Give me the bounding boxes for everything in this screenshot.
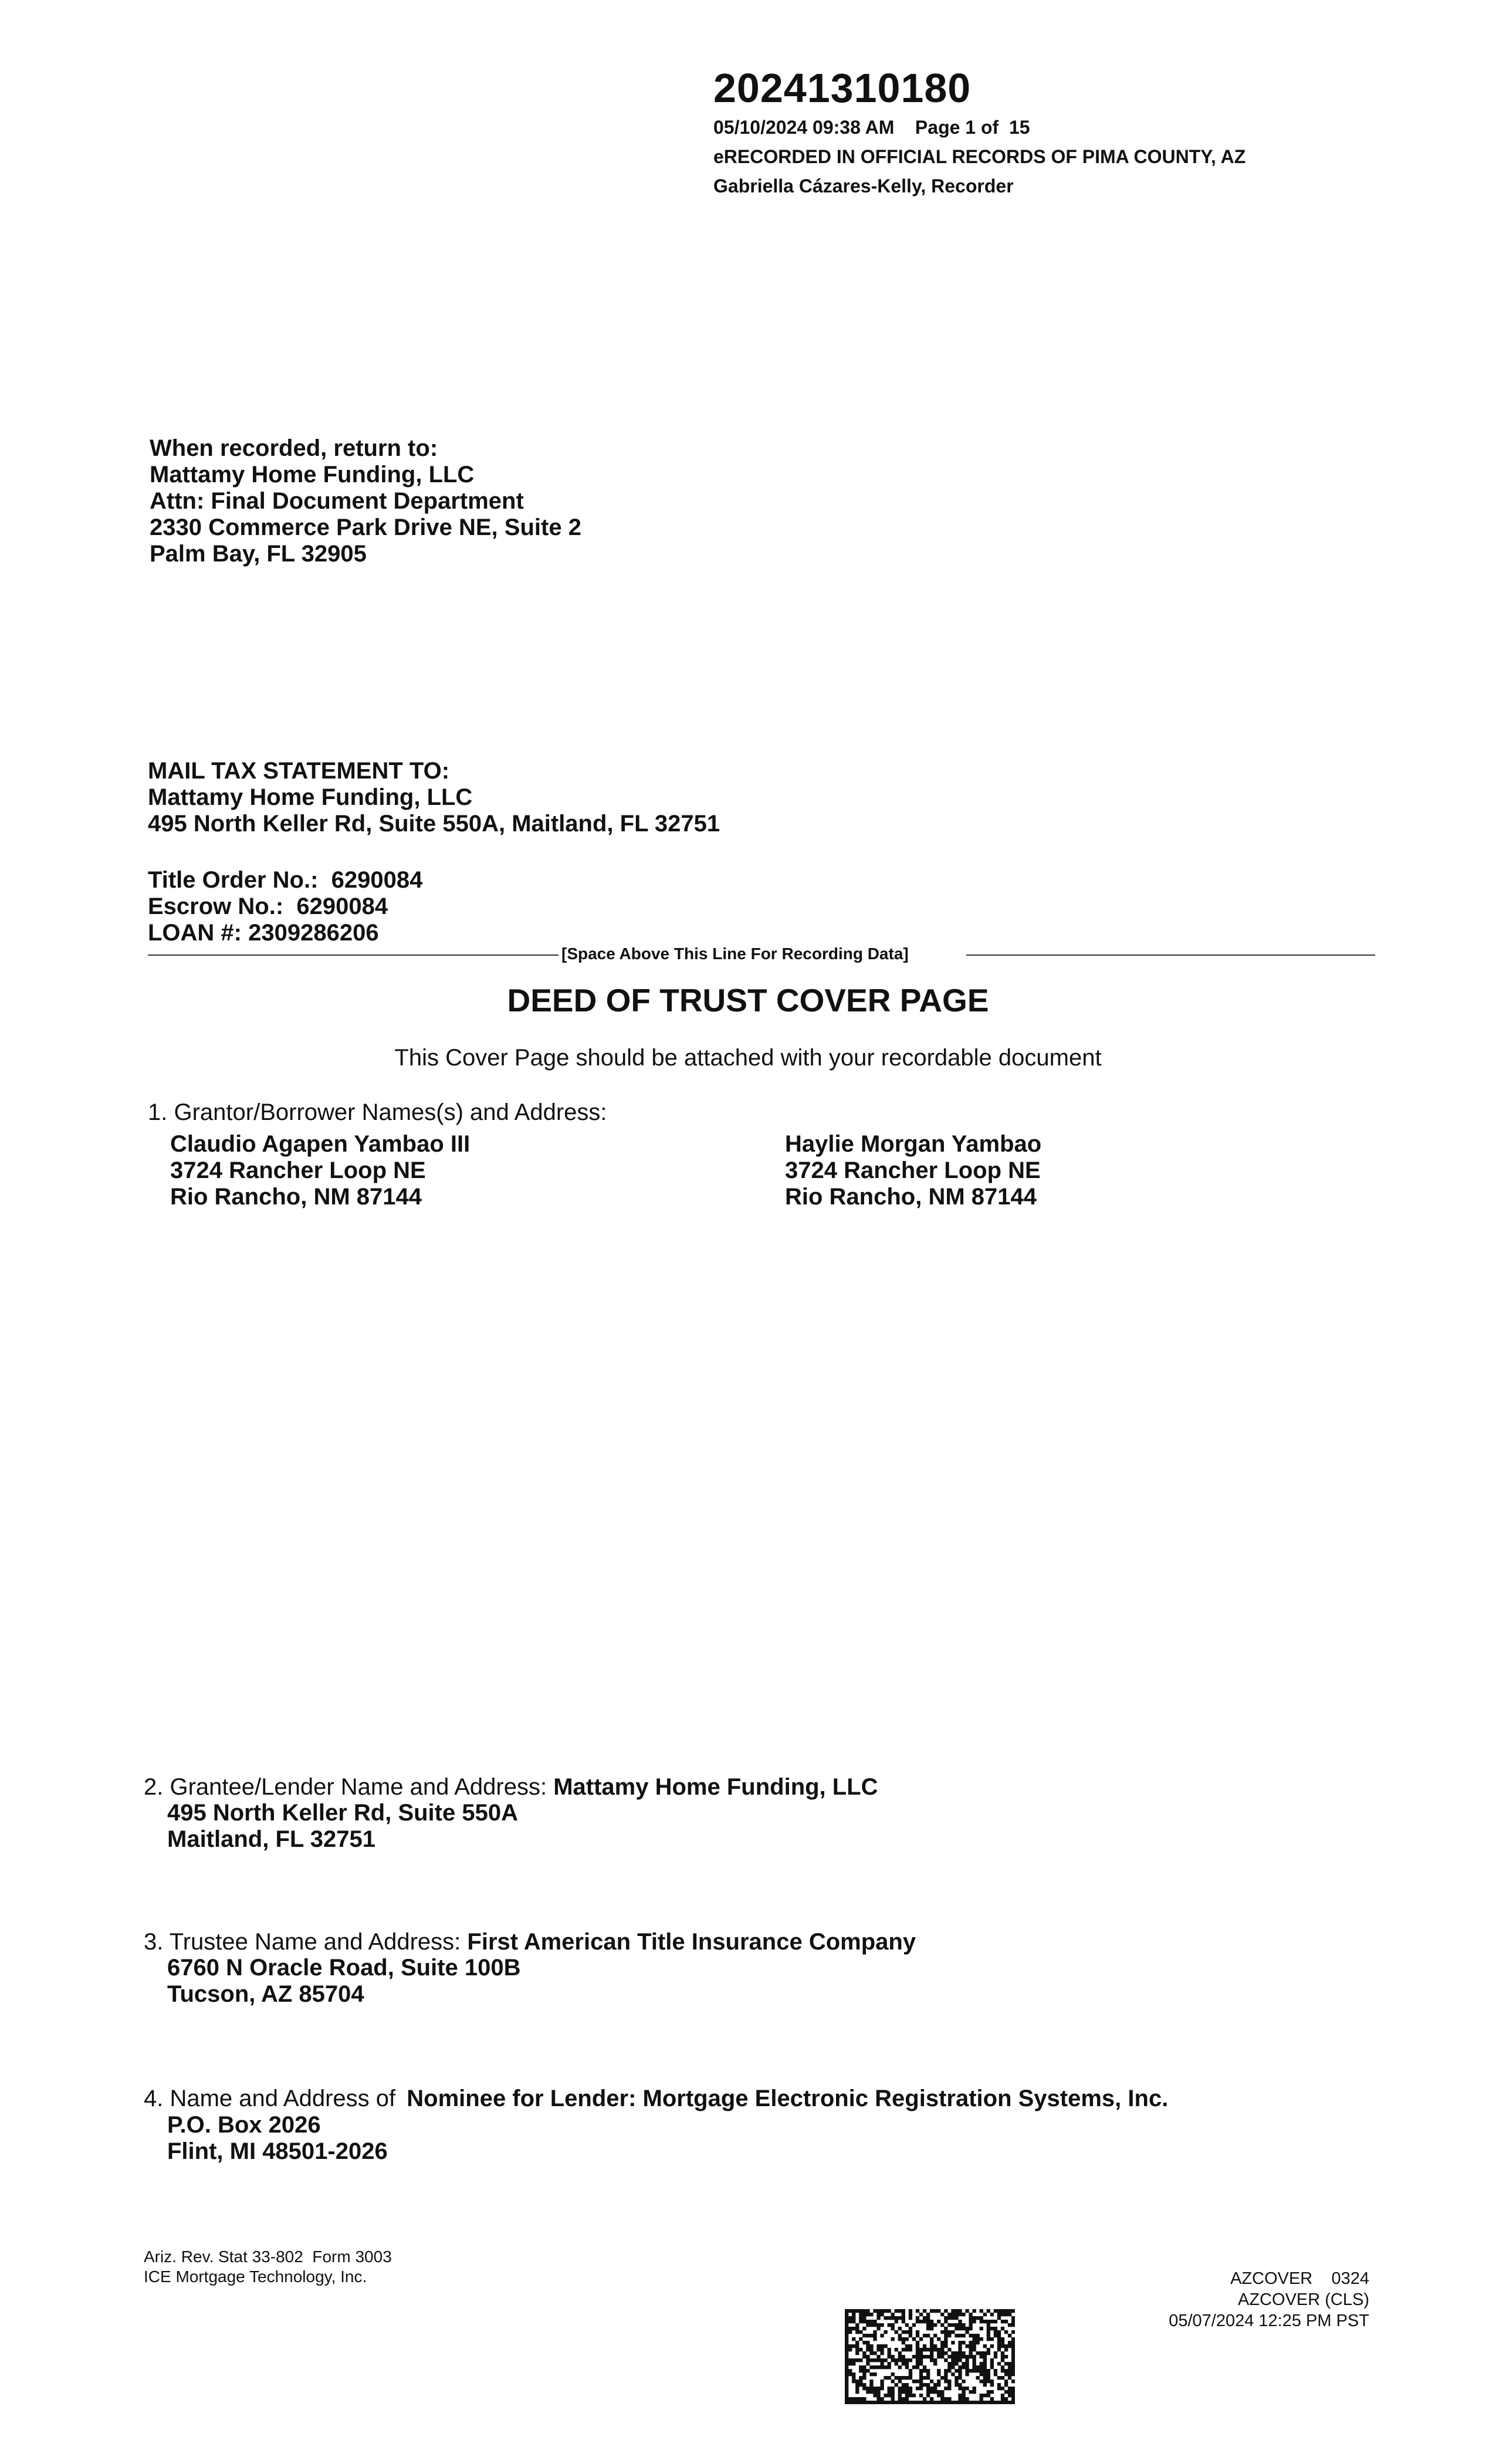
grantee-address-line: 495 North Keller Rd, Suite 550A — [167, 1800, 518, 1826]
grantor-label: 1. Grantor/Borrower Names(s) and Address: — [148, 1099, 607, 1125]
divider-rule-left — [148, 955, 559, 956]
escrow-number: Escrow No.: 6290084 — [148, 893, 388, 919]
trustee-address-line: 6760 N Oracle Road, Suite 100B — [167, 1955, 521, 1981]
trustee-label: 3. Trustee Name and Address: — [144, 1929, 461, 1955]
return-to-line: Mattamy Home Funding, LLC — [150, 462, 475, 488]
recording-number: 20241310180 — [713, 65, 972, 111]
borrower-1 — [170, 1131, 470, 1210]
footer-vendor: ICE Mortgage Technology, Inc. — [144, 2267, 367, 2286]
nominee-name: Nominee for Lender: Mortgage Electronic Registration Systems, Inc. — [407, 2086, 1169, 2111]
recording-space-divider — [148, 942, 1375, 966]
trustee-line — [144, 1929, 916, 1955]
trustee-address — [167, 1955, 521, 2008]
footer-timestamp: 05/07/2024 12:25 PM PST — [1169, 2311, 1369, 2330]
recording-space-label: [Space Above This Line For Recording Data] — [561, 945, 909, 963]
footer-code-variant: AZCOVER (CLS) — [1238, 2290, 1369, 2309]
return-to-line: Palm Bay, FL 32905 — [150, 541, 367, 567]
divider-rule-right — [966, 955, 1375, 956]
grantee-line — [144, 1774, 878, 1800]
footer-form-info — [144, 2247, 392, 2287]
loan-number: LOAN #: 2309286206 — [148, 920, 379, 946]
footer-document-code — [1169, 2268, 1369, 2331]
nominee-address — [167, 2112, 388, 2165]
nominee-line — [144, 2086, 1168, 2112]
return-to-block — [150, 435, 581, 567]
nominee-label: 4. Name and Address of — [144, 2086, 396, 2111]
grantee-address-line: Maitland, FL 32751 — [167, 1826, 375, 1852]
footer-code: AZCOVER 0324 — [1230, 2269, 1369, 2288]
borrower-city: Rio Rancho, NM 87144 — [785, 1184, 1037, 1210]
borrower-street: 3724 Rancher Loop NE — [170, 1157, 426, 1183]
grantee-name: Mattamy Home Funding, LLC — [553, 1774, 878, 1800]
recording-office: eRECORDED IN OFFICIAL RECORDS OF PIMA COUNTY, AZ — [713, 146, 1246, 167]
nominee-address-line: P.O. Box 2026 — [167, 2112, 321, 2138]
tax-statement-line: 495 North Keller Rd, Suite 550A, Maitland, FL 32751 — [148, 811, 720, 837]
borrower-city: Rio Rancho, NM 87144 — [170, 1184, 422, 1210]
trustee-address-line: Tucson, AZ 85704 — [167, 1981, 364, 2007]
return-to-line: Attn: Final Document Department — [150, 488, 524, 514]
datamatrix-barcode-icon — [845, 2309, 1015, 2404]
borrower-name: Haylie Morgan Yambao — [785, 1131, 1042, 1157]
order-info-block — [148, 867, 422, 946]
recording-stamp — [713, 63, 1245, 201]
borrower-2 — [785, 1131, 1041, 1210]
trustee-name: First American Title Insurance Company — [467, 1929, 916, 1955]
title-order-number: Title Order No.: 6290084 — [148, 867, 423, 893]
document-title: DEED OF TRUST COVER PAGE — [507, 982, 989, 1018]
grantee-label: 2. Grantee/Lender Name and Address: — [144, 1774, 547, 1800]
tax-statement-heading: MAIL TAX STATEMENT TO: — [148, 758, 450, 784]
recorder-name: Gabriella Cázares-Kelly, Recorder — [713, 175, 1014, 197]
document-subtitle: This Cover Page should be attached with your recordable document — [394, 1045, 1102, 1071]
recording-datetime-page: 05/10/2024 09:38 AM Page 1 of 15 — [713, 117, 1030, 138]
grantee-address — [167, 1800, 518, 1853]
nominee-address-line: Flint, MI 48501-2026 — [167, 2138, 388, 2164]
tax-statement-block — [148, 758, 720, 837]
return-to-heading: When recorded, return to: — [150, 435, 438, 461]
footer-statute: Ariz. Rev. Stat 33-802 Form 3003 — [144, 2248, 392, 2266]
return-to-line: 2330 Commerce Park Drive NE, Suite 2 — [150, 515, 581, 540]
borrower-name: Claudio Agapen Yambao III — [170, 1131, 471, 1157]
tax-statement-line: Mattamy Home Funding, LLC — [148, 784, 473, 810]
borrower-street: 3724 Rancher Loop NE — [785, 1157, 1041, 1183]
